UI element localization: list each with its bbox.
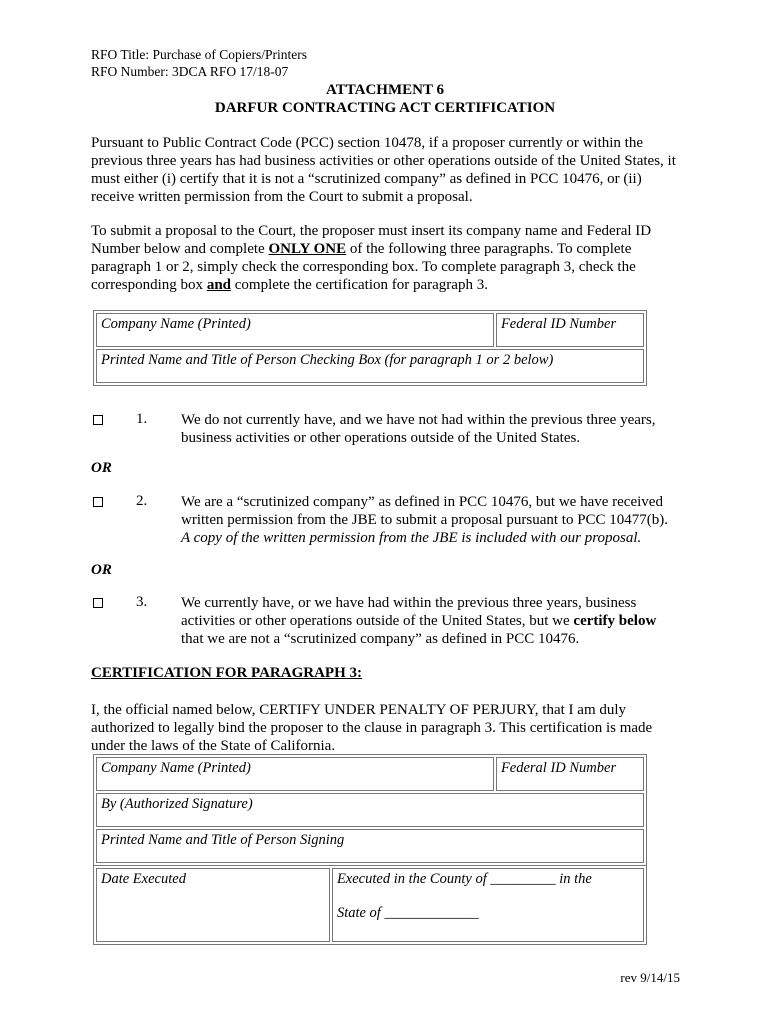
printed-name-field[interactable]: Printed Name and Title of Person Checking Box (for paragraph 1 or 2 below): [96, 349, 644, 383]
option-1-text: We do not currently have, and we have not had within the previous three years, business activities or other operations outside of the United States.: [181, 412, 656, 446]
state-line: State of _____________: [336, 905, 479, 921]
authorized-signature-field[interactable]: By (Authorized Signature): [96, 793, 644, 827]
option-1-number: 1.: [136, 411, 148, 427]
option-2-text: We are a “scrutinized company” as defined in PCC 10476, but we have received written permission from the JBE to submit a proposal pursuant to PCC 10477(b). A copy of the written permission from the JBE is included with our proposal.: [181, 494, 669, 546]
option-2-number: 2.: [136, 493, 148, 509]
signer-name-field[interactable]: Printed Name and Title of Person Signing: [96, 829, 644, 863]
document-title: DARFUR CONTRACTING ACT CERTIFICATION: [214, 100, 556, 116]
company-info-form: [93, 310, 647, 386]
instructions-line: corresponding box and complete the certification for paragraph 3.: [91, 277, 488, 293]
rfo-title: RFO Title: Purchase of Copiers/Printers: [91, 47, 308, 62]
or-separator: OR: [91, 460, 112, 476]
instructions-line: Number below and complete ONLY ONE of the following three paragraphs. To complete: [91, 241, 632, 257]
instructions-paragraph: [91, 222, 691, 294]
company-name-field[interactable]: Company Name (Printed): [96, 313, 494, 347]
intro-line: previous three years has had business activities or other operations outside of the United States, it: [91, 153, 676, 169]
certification-paragraph: I, the official named below, CERTIFY UNDER PENALTY OF PERJURY, that I am duly authorized to legally bind the proposer to the clause in paragraph 3. This certification is made under the laws of the State of California.: [91, 702, 653, 754]
certification-form: [93, 754, 647, 866]
option-3-text: We currently have, or we have had within the previous three years, business activities or other operations outside of the United States, but we certify below that we are not a “scrutinized company” as defined in PCC 10476.: [181, 595, 657, 647]
county-line: Executed in the County of _________ in the: [336, 871, 592, 887]
option-2-checkbox[interactable]: [93, 497, 103, 507]
instructions-line: To submit a proposal to the Court, the proposer must insert its company name and Federal ID: [91, 223, 652, 239]
option-3-checkbox[interactable]: [93, 598, 103, 608]
instructions-line: paragraph 1 or 2, simply check the corresponding box. To complete paragraph 3, check the: [91, 259, 636, 275]
option-3-number: 3.: [136, 594, 148, 610]
only-one-emphasis: ONLY ONE: [268, 241, 347, 257]
intro-line: Pursuant to Public Contract Code (PCC) section 10478, if a proposer currently or within the: [91, 135, 643, 151]
federal-id-field[interactable]: Federal ID Number: [496, 313, 644, 347]
attachment-title: ATTACHMENT 6: [326, 82, 444, 98]
date-executed-field[interactable]: Date Executed: [96, 868, 330, 942]
intro-line: receive written permission from the Court to submit a proposal.: [91, 189, 473, 205]
rfo-number: RFO Number: 3DCA RFO 17/18-07: [91, 64, 289, 79]
cert-federal-id-field[interactable]: Federal ID Number: [496, 757, 644, 791]
certify-below-emphasis: certify below: [573, 613, 657, 629]
intro-line: must either (i) certify that it is not a “scrutinized company” as defined in PCC 10476, or (ii): [91, 171, 642, 187]
or-separator: OR: [91, 562, 112, 578]
certification-heading: CERTIFICATION FOR PARAGRAPH 3:: [91, 665, 362, 681]
execution-form: [93, 866, 647, 945]
county-state-field[interactable]: [332, 868, 644, 942]
option-1-checkbox[interactable]: [93, 415, 103, 425]
revision-date: rev 9/14/15: [620, 970, 680, 985]
and-emphasis: and: [206, 277, 231, 293]
cert-company-name-field[interactable]: Company Name (Printed): [96, 757, 494, 791]
intro-paragraph: [91, 134, 691, 206]
